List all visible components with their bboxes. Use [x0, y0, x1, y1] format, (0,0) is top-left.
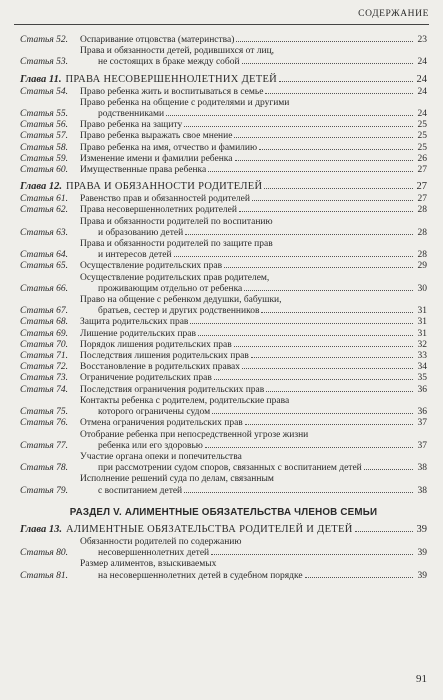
toc-entry: [20, 35, 427, 46]
article-title-line: [80, 441, 427, 452]
article-title-line: [80, 46, 427, 57]
article-title-line: [80, 329, 427, 340]
article-label: Статья 73.: [20, 373, 69, 384]
article-page: 27: [417, 165, 427, 176]
article-page: 24: [417, 109, 427, 120]
article-title-block: [80, 295, 427, 317]
article-title-line: [80, 486, 427, 497]
article-title-text: Права и обязанности родителей по воспитанию: [80, 216, 273, 227]
leader-dots: [214, 379, 413, 380]
leader-dots: [208, 171, 413, 172]
toc-entry: [20, 430, 427, 452]
leader-dots: [184, 492, 413, 493]
article-title-text: ребенка или его здоровью: [98, 440, 203, 451]
article-page: 23: [417, 35, 427, 45]
article-title-line: [80, 474, 427, 485]
leader-dots: [355, 531, 413, 532]
article-title-text: Равенство прав и обязанностей родителей: [80, 194, 250, 205]
article-title-line: [80, 306, 427, 317]
chapter-page: 39: [416, 523, 427, 535]
article-page: 28: [417, 205, 427, 216]
article-title-line: [80, 35, 427, 46]
toc-entry: [20, 362, 427, 373]
article-label: Статья 54.: [20, 86, 69, 97]
article-title-line: [80, 430, 427, 441]
table-of-contents: [20, 35, 427, 582]
article-title-line: [80, 239, 427, 250]
article-page: 37: [417, 418, 427, 429]
article-title-line: [80, 109, 427, 120]
article-title-text: Восстановление в родительских правах: [80, 362, 241, 373]
article-label: Статья 76.: [20, 418, 69, 429]
article-title-block: [80, 474, 427, 496]
article-title-text: Изменение имени и фамилии ребенка: [80, 153, 233, 164]
article-title-text: Оспаривание отцовства (материнства): [80, 35, 235, 45]
chapter-label: Глава 12.: [20, 181, 63, 193]
leader-dots: [166, 115, 413, 116]
article-title-block: [80, 559, 427, 581]
article-title-line: [80, 452, 427, 463]
article-label: Статья 65.: [20, 261, 69, 272]
article-title-text: Осуществление родительских прав: [80, 261, 223, 272]
article-title-text: Право ребенка на имя, отчество и фамилию: [80, 142, 258, 153]
toc-entry: [20, 120, 427, 131]
toc-entry: [20, 329, 427, 340]
section-heading: РАЗДЕЛ V. АЛИМЕНТНЫЕ ОБЯЗАТЕЛЬСТВА ЧЛЕНОВ СЕМЬИ: [69, 506, 378, 518]
toc-entry: [20, 351, 427, 362]
article-title-line: [80, 143, 427, 154]
article-title-line: [80, 340, 427, 351]
article-label: Статья 67.: [20, 306, 69, 317]
chapter-heading: [20, 524, 427, 536]
article-title-line: [80, 165, 427, 176]
chapter-title: ПРАВА НЕСОВЕРШЕННОЛЕТНИХ ДЕТЕЙ: [65, 73, 278, 85]
article-title-text: родственниками: [98, 109, 165, 120]
running-title: СОДЕРЖАНИЕ: [358, 9, 429, 19]
article-title-block: [80, 165, 427, 176]
article-title-text: Право ребенка на защиту: [80, 120, 183, 131]
page-number: 91: [416, 673, 427, 685]
leader-dots: [235, 160, 414, 161]
chapter-page: 24: [416, 73, 427, 85]
article-label: Статья 55.: [20, 109, 69, 120]
article-label: Статья 59.: [20, 153, 69, 164]
article-title-text: Право ребенка жить и воспитываться в семье: [80, 86, 264, 97]
toc-entry: [20, 474, 427, 496]
article-title-line: [80, 295, 427, 306]
leader-dots: [259, 149, 413, 150]
article-title-line: [80, 154, 427, 165]
article-title-text: Участие органа опеки и попечительства: [80, 451, 242, 462]
leader-dots: [205, 447, 413, 448]
article-label: Статья 77.: [20, 440, 69, 451]
chapter-title: ПРАВА И ОБЯЗАННОСТИ РОДИТЕЛЕЙ: [66, 181, 263, 193]
toc-entry: [20, 239, 427, 261]
article-title-text: и образованию детей: [98, 227, 184, 238]
article-title-text: Право на общение с ребенком дедушки, бабушки,: [80, 295, 282, 306]
article-title-line: [80, 284, 427, 295]
article-title-text: Ограничение родительских прав: [80, 373, 212, 384]
article-page: 36: [417, 407, 427, 418]
article-page: 39: [417, 570, 427, 581]
toc-entry: [20, 340, 427, 351]
leader-dots: [265, 93, 413, 94]
article-title-line: [80, 273, 427, 284]
article-title-line: [80, 194, 427, 205]
article-title-line: [80, 559, 427, 570]
leader-dots: [266, 391, 413, 392]
article-title-block: [80, 273, 427, 295]
article-title-text: не состоящих в браке между собой: [98, 57, 240, 68]
article-label: Статья 58.: [20, 142, 69, 153]
article-title-line: [80, 250, 427, 261]
article-title-block: [80, 373, 427, 384]
article-title-line: [80, 351, 427, 362]
toc-entry: [20, 154, 427, 165]
leader-dots: [244, 290, 413, 291]
article-title-block: [80, 239, 427, 261]
leader-dots: [211, 554, 413, 555]
article-label: Статья 62.: [20, 205, 69, 216]
article-page: 26: [417, 153, 427, 164]
article-label: Статья 57.: [20, 131, 69, 142]
article-title-text: с воспитанием детей: [98, 485, 183, 496]
article-page: 36: [417, 384, 427, 395]
article-label: Статья 60.: [20, 165, 69, 176]
article-title-line: [80, 228, 427, 239]
article-title-line: [80, 418, 427, 429]
article-page: 28: [417, 250, 427, 261]
article-title-text: и интересов детей: [98, 250, 172, 261]
toc-entry: [20, 46, 427, 68]
article-title-text: Защита родительских прав: [80, 317, 189, 328]
article-title-block: [80, 452, 427, 474]
leader-dots: [261, 312, 413, 313]
article-title-text: проживающим отдельно от ребенка: [98, 283, 243, 294]
chapter-heading: [20, 181, 427, 193]
article-label: Статья 53.: [20, 57, 69, 68]
article-title-text: Порядок лишения родительских прав: [80, 339, 232, 350]
article-title-block: [80, 217, 427, 239]
article-title-text: Право ребенка выражать свое мнение: [80, 131, 233, 142]
leader-dots: [234, 346, 413, 347]
article-title-block: [80, 261, 427, 272]
article-title-line: [80, 317, 427, 328]
article-title-block: [80, 537, 427, 559]
article-page: 34: [417, 362, 427, 373]
article-label: Статья 74.: [20, 384, 69, 395]
article-title-block: [80, 340, 427, 351]
leader-dots: [184, 126, 413, 127]
article-page: 25: [417, 131, 427, 142]
toc-entry: [20, 87, 427, 98]
article-title-line: [80, 87, 427, 98]
article-title-block: [80, 131, 427, 142]
article-title-block: [80, 317, 427, 328]
chapter-label: Глава 13.: [20, 523, 63, 535]
article-title-line: [80, 120, 427, 131]
toc-entry: [20, 295, 427, 317]
article-title-text: Права и обязанности родителей по защите прав: [80, 239, 273, 250]
article-title-text: Исполнение решений суда по делам, связанным: [80, 474, 274, 485]
leader-dots: [245, 424, 413, 425]
article-title-text: Контакты ребенка с родителем, родительские права: [80, 395, 290, 406]
leader-dots: [198, 335, 413, 336]
toc-entry: [20, 261, 427, 272]
article-title-text: Имущественные права ребенка: [80, 165, 207, 176]
toc-entry: [20, 217, 427, 239]
article-label: Статья 75.: [20, 407, 69, 418]
toc-entry: [20, 205, 427, 216]
article-title-text: несовершеннолетних детей: [98, 548, 210, 559]
article-label: Статья 71.: [20, 351, 69, 362]
article-title-text: Обязанности родителей по содержанию: [80, 536, 242, 547]
article-page: 28: [417, 227, 427, 238]
article-title-text: Отмена ограничения родительских прав: [80, 418, 243, 429]
leader-dots: [185, 234, 413, 235]
article-title-block: [80, 120, 427, 131]
article-title-block: [80, 46, 427, 68]
article-page: 31: [417, 317, 427, 328]
article-title-line: [80, 217, 427, 228]
article-page: 25: [417, 142, 427, 153]
leader-dots: [242, 368, 413, 369]
chapter-title: АЛИМЕНТНЫЕ ОБЯЗАТЕЛЬСТВА РОДИТЕЛЕЙ И ДЕТЕЙ: [66, 523, 353, 535]
article-title-line: [80, 385, 427, 396]
toc-entry: [20, 98, 427, 120]
article-page: 38: [417, 463, 427, 474]
article-title-text: при рассмотрении судом споров, связанных с воспитанием детей: [98, 463, 362, 474]
article-title-line: [80, 205, 427, 216]
chapter-heading: [20, 74, 427, 86]
article-title-line: [80, 537, 427, 548]
article-title-block: [80, 98, 427, 120]
article-label: Статья 56.: [20, 120, 69, 131]
article-title-text: Осуществление родительских прав родителем,: [80, 272, 270, 283]
toc-entry: [20, 165, 427, 176]
article-title-line: [80, 373, 427, 384]
article-page: 35: [417, 373, 427, 384]
leader-dots: [242, 63, 413, 64]
leader-dots: [174, 256, 413, 257]
leader-dots: [224, 267, 413, 268]
article-label: Статья 81.: [20, 570, 69, 581]
article-page: 25: [417, 120, 427, 131]
header-rule: [14, 24, 429, 25]
article-page: 39: [417, 548, 427, 559]
toc-entry: [20, 537, 427, 559]
article-title-block: [80, 143, 427, 154]
leader-dots: [364, 469, 413, 470]
article-label: Статья 78.: [20, 463, 69, 474]
toc-entry: [20, 452, 427, 474]
article-title-line: [80, 131, 427, 142]
article-title-block: [80, 385, 427, 396]
chapter-page: 27: [416, 181, 427, 193]
article-title-text: которого ограничены судом: [98, 407, 211, 418]
article-title-block: [80, 87, 427, 98]
article-title-block: [80, 194, 427, 205]
article-title-block: [80, 362, 427, 373]
article-page: 27: [417, 194, 427, 205]
article-label: Статья 70.: [20, 339, 69, 350]
leader-dots: [236, 41, 413, 42]
article-title-line: [80, 261, 427, 272]
article-title-block: [80, 154, 427, 165]
leader-dots: [252, 200, 413, 201]
article-page: 24: [417, 86, 427, 97]
article-page: 31: [417, 328, 427, 339]
article-label: Статья 79.: [20, 485, 69, 496]
article-title-line: [80, 407, 427, 418]
article-title-block: [80, 430, 427, 452]
toc-entry: [20, 317, 427, 328]
article-page: 32: [417, 339, 427, 350]
article-title-text: Последствия лишения родительских прав: [80, 351, 249, 362]
article-title-text: Размер алиментов, взыскиваемых: [80, 559, 217, 570]
article-title-text: на несовершеннолетних детей в судебном порядке: [98, 570, 303, 581]
article-page: 24: [417, 57, 427, 68]
article-title-text: Лишение родительских прав: [80, 328, 196, 339]
leader-dots: [305, 577, 413, 578]
leader-dots: [279, 81, 413, 82]
leader-dots: [234, 137, 413, 138]
article-title-line: [80, 463, 427, 474]
article-label: Статья 72.: [20, 362, 69, 373]
article-page: 31: [417, 306, 427, 317]
article-label: Статья 68.: [20, 317, 69, 328]
article-title-block: [80, 418, 427, 429]
leader-dots: [264, 188, 413, 189]
leader-dots: [212, 413, 413, 414]
article-title-block: [80, 351, 427, 362]
article-title-line: [80, 98, 427, 109]
toc-entry: [20, 418, 427, 429]
toc-entry: [20, 273, 427, 295]
article-title-block: [80, 205, 427, 216]
toc-entry: [20, 396, 427, 418]
toc-entry: [20, 143, 427, 154]
chapter-label: Глава 11.: [20, 73, 62, 85]
leader-dots: [190, 323, 413, 324]
article-title-line: [80, 362, 427, 373]
article-label: Статья 52.: [20, 35, 69, 45]
toc-entry: [20, 385, 427, 396]
article-title-block: [80, 35, 427, 46]
article-title-line: [80, 396, 427, 407]
article-label: Статья 69.: [20, 328, 69, 339]
article-page: 30: [417, 283, 427, 294]
article-title-text: Отобрание ребенка при непосредственной угрозе жизни: [80, 429, 309, 440]
article-title-block: [80, 396, 427, 418]
toc-entry: [20, 559, 427, 581]
article-page: 37: [417, 440, 427, 451]
leader-dots: [239, 211, 413, 212]
article-title-text: Права несовершеннолетних родителей: [80, 205, 237, 216]
article-page: 33: [417, 351, 427, 362]
article-title-text: Права и обязанности детей, родившихся от лиц,: [80, 46, 275, 57]
toc-entry: [20, 194, 427, 205]
article-label: Статья 80.: [20, 548, 69, 559]
toc-entry: [20, 131, 427, 142]
article-page: 29: [417, 261, 427, 272]
article-label: Статья 64.: [20, 250, 69, 261]
toc-entry: [20, 373, 427, 384]
article-label: Статья 66.: [20, 283, 69, 294]
article-title-text: Право ребенка на общение с родителями и другими: [80, 97, 290, 108]
article-title-block: [80, 329, 427, 340]
article-title-line: [80, 571, 427, 582]
leader-dots: [251, 357, 413, 358]
article-page: 38: [417, 485, 427, 496]
article-title-text: Последствия ограничения родительских прав: [80, 384, 265, 395]
article-label: Статья 63.: [20, 227, 69, 238]
article-label: Статья 61.: [20, 194, 69, 205]
article-title-line: [80, 548, 427, 559]
article-title-text: братьев, сестер и других родственников: [98, 306, 260, 317]
article-title-line: [80, 57, 427, 68]
